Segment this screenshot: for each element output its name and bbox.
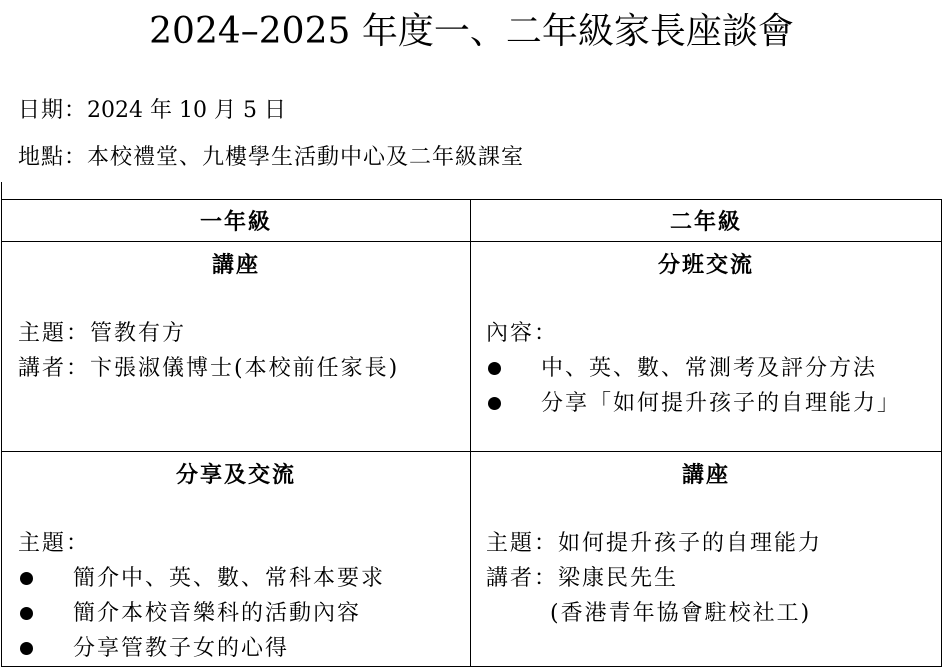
table-row: [2, 242, 942, 452]
table-stub-divider: [1, 182, 2, 200]
grade2-talk-details: [471, 526, 941, 631]
grade2-class-exchange-heading: 分班交流: [657, 252, 754, 278]
speaker-label: 講者：: [486, 566, 559, 591]
speaker-label: 講者：: [18, 356, 91, 381]
list-item: [486, 351, 941, 386]
header-grade-1: 一年級: [2, 200, 471, 242]
date-label: 日期：: [18, 98, 88, 123]
list-item-text: 分享「如何提升孩子的自理能力」: [541, 391, 902, 416]
list-item: [18, 631, 470, 666]
list-item-text: 中、英、數、常測考及評分方法: [541, 356, 878, 381]
bullet-icon: [20, 572, 33, 585]
list-item-text: 分享管教子女的心得: [73, 636, 290, 661]
grade1-talk-topic: [18, 316, 470, 351]
speaker-value: 卞張淑儀博士(本校前任家長): [90, 356, 400, 381]
bullet-icon: [488, 397, 501, 410]
topic-value: 如何提升孩子的自理能力: [558, 531, 823, 556]
date-line: [18, 96, 286, 126]
table-row: [2, 452, 942, 667]
table-header-row: [2, 200, 942, 242]
topic-label: 主題：: [18, 531, 91, 556]
header-grade-2: 二年級: [471, 200, 942, 242]
grade1-sharing-details: [2, 526, 470, 666]
topic-label: 主題：: [486, 531, 559, 556]
topic-value: 管教有方: [90, 321, 187, 346]
list-item: [18, 596, 470, 631]
venue-value: 本校禮堂、九樓學生活動中心及二年級課室: [87, 145, 525, 170]
grade1-talk-cell: [2, 242, 471, 452]
venue-label: 地點：: [18, 145, 88, 170]
grade2-class-exchange-details: [471, 316, 941, 421]
schedule-table: [1, 199, 942, 667]
list-item: [486, 386, 941, 421]
grade2-talk-speaker: [486, 561, 941, 596]
grade2-talk-topic: [486, 526, 941, 561]
grade1-talk-heading: 講座: [211, 252, 260, 278]
list-item-text: 簡介中、英、數、常科本要求: [73, 566, 386, 591]
venue-line: [18, 143, 524, 173]
grade1-sharing-heading: 分享及交流: [175, 462, 296, 488]
list-item-text: 簡介本校音樂科的活動內容: [73, 601, 362, 626]
grade2-class-exchange-cell: [471, 242, 942, 452]
page-title: 2024–2025 年度一、二年級家長座談會: [149, 11, 794, 52]
speaker-value: 梁康民先生: [558, 566, 679, 591]
grade1-sharing-cell: [2, 452, 471, 667]
grade1-talk-speaker: [18, 351, 470, 386]
list-item: [18, 561, 470, 596]
bullet-icon: [20, 607, 33, 620]
speaker-affiliation: (香港青年協會駐校社工): [550, 601, 812, 626]
grade1-talk-details: [2, 316, 470, 386]
content-label: 內容：: [486, 321, 559, 346]
date-value: 2024 年 10 月 5 日: [87, 98, 286, 123]
grade2-talk-cell: [471, 452, 942, 667]
bullet-icon: [20, 642, 33, 655]
grade2-talk-heading: 講座: [681, 462, 730, 488]
topic-label: 主題：: [18, 321, 91, 346]
bullet-icon: [488, 362, 501, 375]
